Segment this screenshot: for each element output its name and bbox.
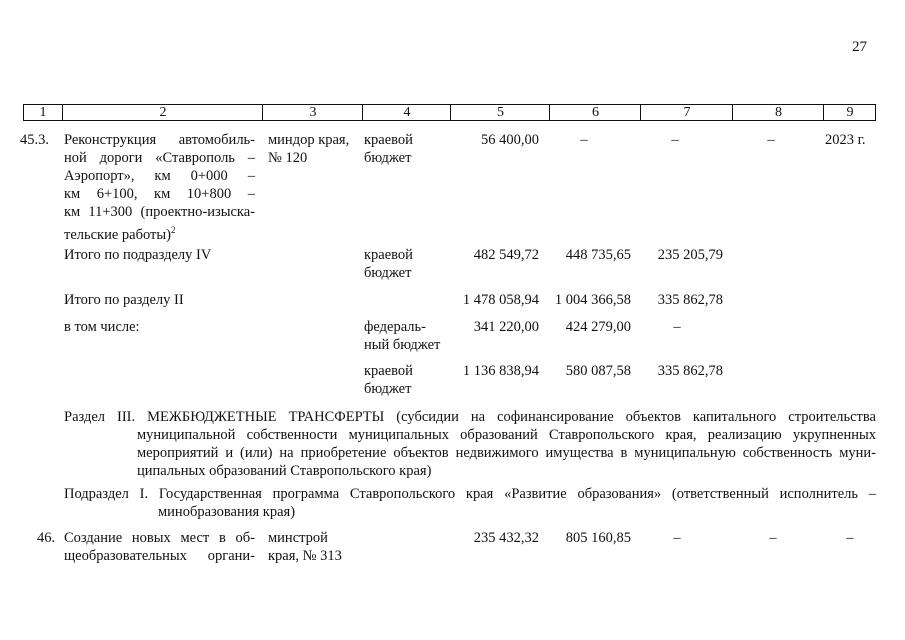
header-col-6: 6 xyxy=(549,105,641,120)
col5-value: 1 136 838,94 xyxy=(462,363,539,379)
funding-source xyxy=(364,362,413,398)
col9-value: – xyxy=(846,530,854,546)
row-name xyxy=(64,131,255,244)
section-first-line xyxy=(64,408,876,426)
header-col-1: 1 xyxy=(39,105,47,120)
subsection-line: минобразования края) xyxy=(158,504,296,520)
row-number: 45.3. xyxy=(20,132,49,148)
subsection-prefix: Подраздел I. xyxy=(64,486,149,502)
row-name xyxy=(64,529,255,565)
name-line: тельские работы) xyxy=(64,226,171,243)
agency-line: № 120 xyxy=(268,150,308,166)
col5-value: 341 220,00 xyxy=(473,319,539,335)
col6-value: 424 279,00 xyxy=(565,319,631,335)
header-col-3: 3 xyxy=(262,105,363,120)
col6-value: 1 004 366,58 xyxy=(554,292,631,308)
funding-source xyxy=(364,131,413,167)
header-col-7: 7 xyxy=(640,105,733,120)
agency-line: края, № 313 xyxy=(268,548,342,564)
source-line: ный бюджет xyxy=(364,337,441,353)
source-line: краевой xyxy=(364,247,413,263)
col7-value: 335 862,78 xyxy=(657,363,723,379)
col5-value: 56 400,00 xyxy=(481,132,539,148)
subsection-title: Государственная программа Ставропольского края «Развитие образования» (ответственный исполнитель – xyxy=(158,486,877,502)
section-prefix: Раздел III. xyxy=(64,409,136,425)
name-line: ной дороги «Ставрополь – xyxy=(64,150,255,166)
source-line: краевой xyxy=(364,363,413,379)
name-line: Аэропорт», км 0+000 – xyxy=(64,168,255,184)
agency-line: миндор края, xyxy=(268,132,350,148)
col7-value: 335 862,78 xyxy=(657,292,723,308)
funding-source xyxy=(364,246,413,282)
source-line: краевой xyxy=(364,132,413,148)
table-header-row xyxy=(23,104,876,121)
section-body xyxy=(64,426,876,480)
source-line: бюджет xyxy=(364,265,412,281)
header-col-5: 5 xyxy=(450,105,550,120)
agency xyxy=(268,131,349,167)
col9-value: 2023 г. xyxy=(825,132,866,148)
footnote-marker: 2 xyxy=(170,225,176,235)
name-line: км 6+100, км 10+800 – xyxy=(64,186,255,202)
subsection-heading xyxy=(64,485,876,521)
col7-value: – xyxy=(673,530,681,546)
section-title: МЕЖБЮДЖЕТНЫЕ ТРАНСФЕРТЫ (субсидии на софинансирование объектов капитального строительства xyxy=(147,409,876,425)
name-line-last xyxy=(64,221,255,244)
including-label: в том числе: xyxy=(64,319,140,335)
col5-value: 235 432,32 xyxy=(473,530,539,546)
row-number: 46. xyxy=(37,530,56,546)
funding-source xyxy=(364,318,440,354)
header-col-4: 4 xyxy=(362,105,451,120)
name-line: Создание новых мест в об- xyxy=(64,530,255,546)
name-line: Реконструкция автомобиль- xyxy=(64,132,255,148)
source-line: бюджет xyxy=(364,381,412,397)
col5-value: 482 549,72 xyxy=(473,247,539,263)
header-col-2: 2 xyxy=(62,105,263,120)
col6-value: 805 160,85 xyxy=(565,530,631,546)
subtotal-label: Итого по подразделу IV xyxy=(64,247,212,263)
agency-line: минстрой xyxy=(268,530,328,546)
source-line: федераль- xyxy=(364,319,426,335)
col6-value: 580 087,58 xyxy=(565,363,631,379)
page-number: 27 xyxy=(852,39,867,55)
name-line: щеобразовательных органи- xyxy=(64,548,255,564)
name-line: км 11+300 (проектно-изыска- xyxy=(64,204,255,220)
col8-value: – xyxy=(769,530,777,546)
header-col-8: 8 xyxy=(732,105,824,120)
col7-value: 235 205,79 xyxy=(657,247,723,263)
col7-value: – xyxy=(673,319,681,335)
col8-value: – xyxy=(767,132,775,148)
section-line: мероприятий и (или) на приобретение объектов недвижимого имущества в муниципальную собственность муни- xyxy=(137,445,876,461)
source-line: бюджет xyxy=(364,150,412,166)
col6-value: – xyxy=(580,132,588,148)
subsection-first-line xyxy=(64,485,876,503)
header-col-9: 9 xyxy=(823,105,876,120)
section-line: ципальных образований Ставропольского края) xyxy=(137,463,432,479)
section-line: муниципальной собственности муниципальных образований Ставропольского края, реализацию укрупненных xyxy=(137,427,876,443)
col5-value: 1 478 058,94 xyxy=(462,292,539,308)
col7-value: – xyxy=(671,132,679,148)
total-label: Итого по разделу II xyxy=(64,292,184,308)
agency xyxy=(268,529,342,565)
col6-value: 448 735,65 xyxy=(565,247,631,263)
section-heading xyxy=(64,408,876,480)
